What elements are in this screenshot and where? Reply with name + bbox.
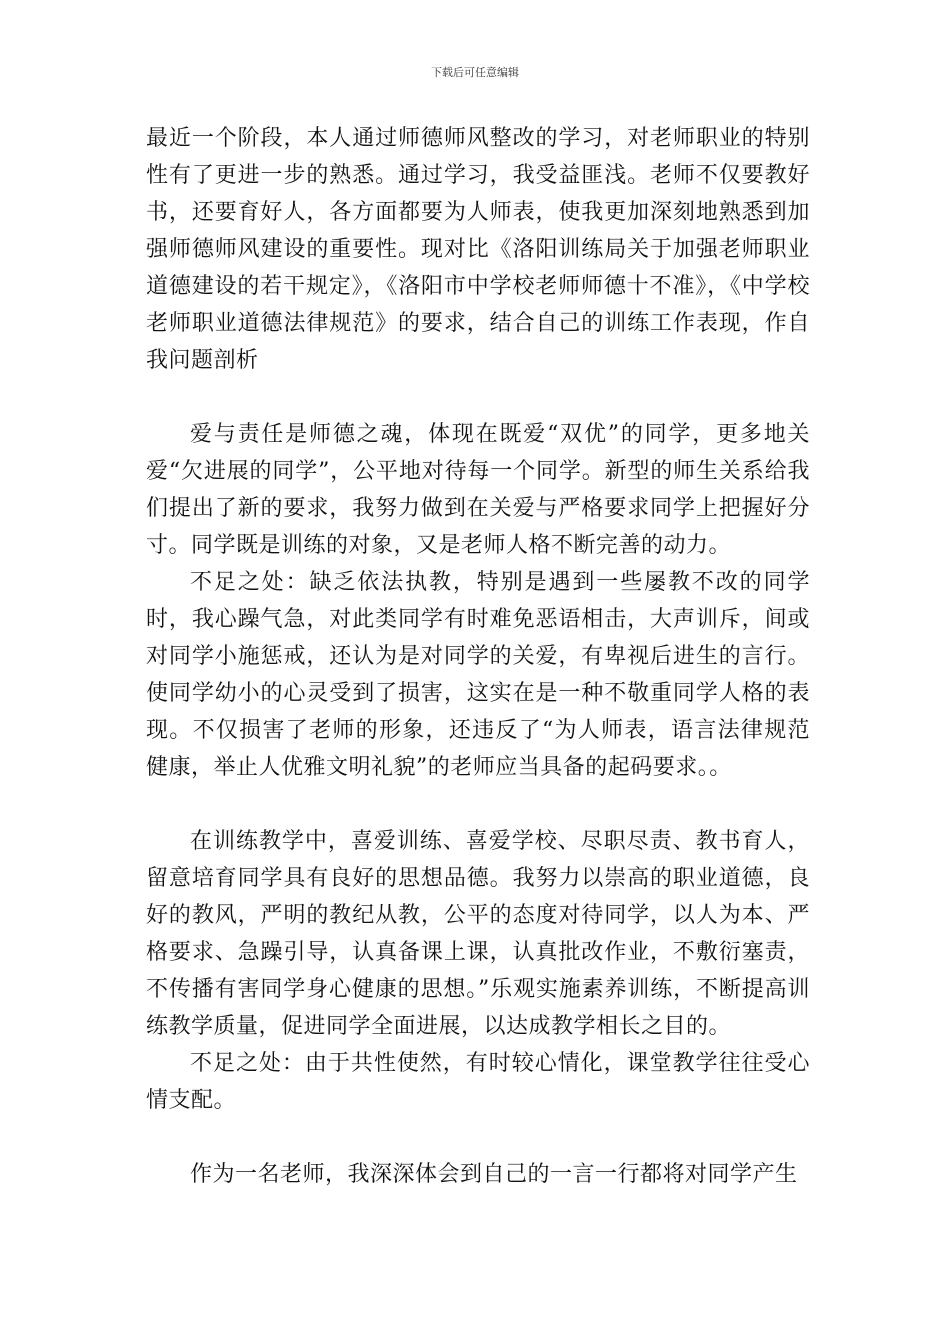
- paragraph-shortcoming-2: 不足之处：由于共性使然，有时较心情化，课堂教学往往受心情支配。: [146, 1051, 810, 1113]
- paragraph-gap: [146, 1119, 810, 1156]
- paragraph-gap: [146, 786, 810, 823]
- paragraph-teaching: 在训练教学中，喜爱训练、喜爱学校、尽职尽责、教书育人，留意培育同学具有良好的思想品德。我努力以崇高的职业道德，良好的教风，严明的教纪从教，公平的态度对待同学，以人为本、严格要求、急躁引导，认真备课上课，认真批改作业，不敷衍塞责，不传播有害同学身心健康的思想。”乐观实施素养训练，不断提高训练教学质量，促进同学全面进展，以达成教学相长之目的。: [146, 829, 810, 1039]
- paragraph-gap: [146, 379, 810, 416]
- paragraph-intro: 最近一个阶段，本人通过师德师风整改的学习，对老师职业的特别性有了更进一步的熟悉。通过学习，我受益匪浅。老师不仅要教好书，还要育好人，各方面都要为人师表，使我更加深刻地熟悉到加强师德师风建设的重要性。现对比《洛阳训练局关于加强老师职业道德建设的若干规定》，《洛阳市中学校老师师德十不准》，《中学校老师职业道德法律规范》的要求，结合自己的训练工作表现，作自我问题剖析: [146, 126, 810, 373]
- document-body: [146, 120, 810, 1193]
- paragraph-shortcoming-1: 不足之处：缺乏依法执教，特别是遇到一些屡教不改的同学时，我心躁气急，对此类同学有时难免恶语相击，大声训斥，间或对同学小施惩戒，还认为是对同学的关爱，有卑视后进生的言行。使同学幼小的心灵受到了损害，这实在是一种不敬重同学人格的表现。不仅损害了老师的形象，还违反了“为人师表，语言法律规范健康，举止人优雅文明礼貌”的老师应当具备的起码要求。。: [146, 570, 810, 780]
- page-header: 下载后可任意编辑: [431, 66, 519, 79]
- paragraph-love-responsibility: 爱与责任是师德之魂，体现在既爱“双优”的同学，更多地关爱“欠进展的同学”，公平地对待每一个同学。新型的师生关系给我们提出了新的要求，我努力做到在关爱与严格要求同学上把握好分寸。同学既是训练的对象，又是老师人格不断完善的动力。: [146, 422, 810, 558]
- paragraph-as-teacher: 作为一名老师，我深深体会到自己的一言一行都将对同学产生: [190, 1162, 798, 1187]
